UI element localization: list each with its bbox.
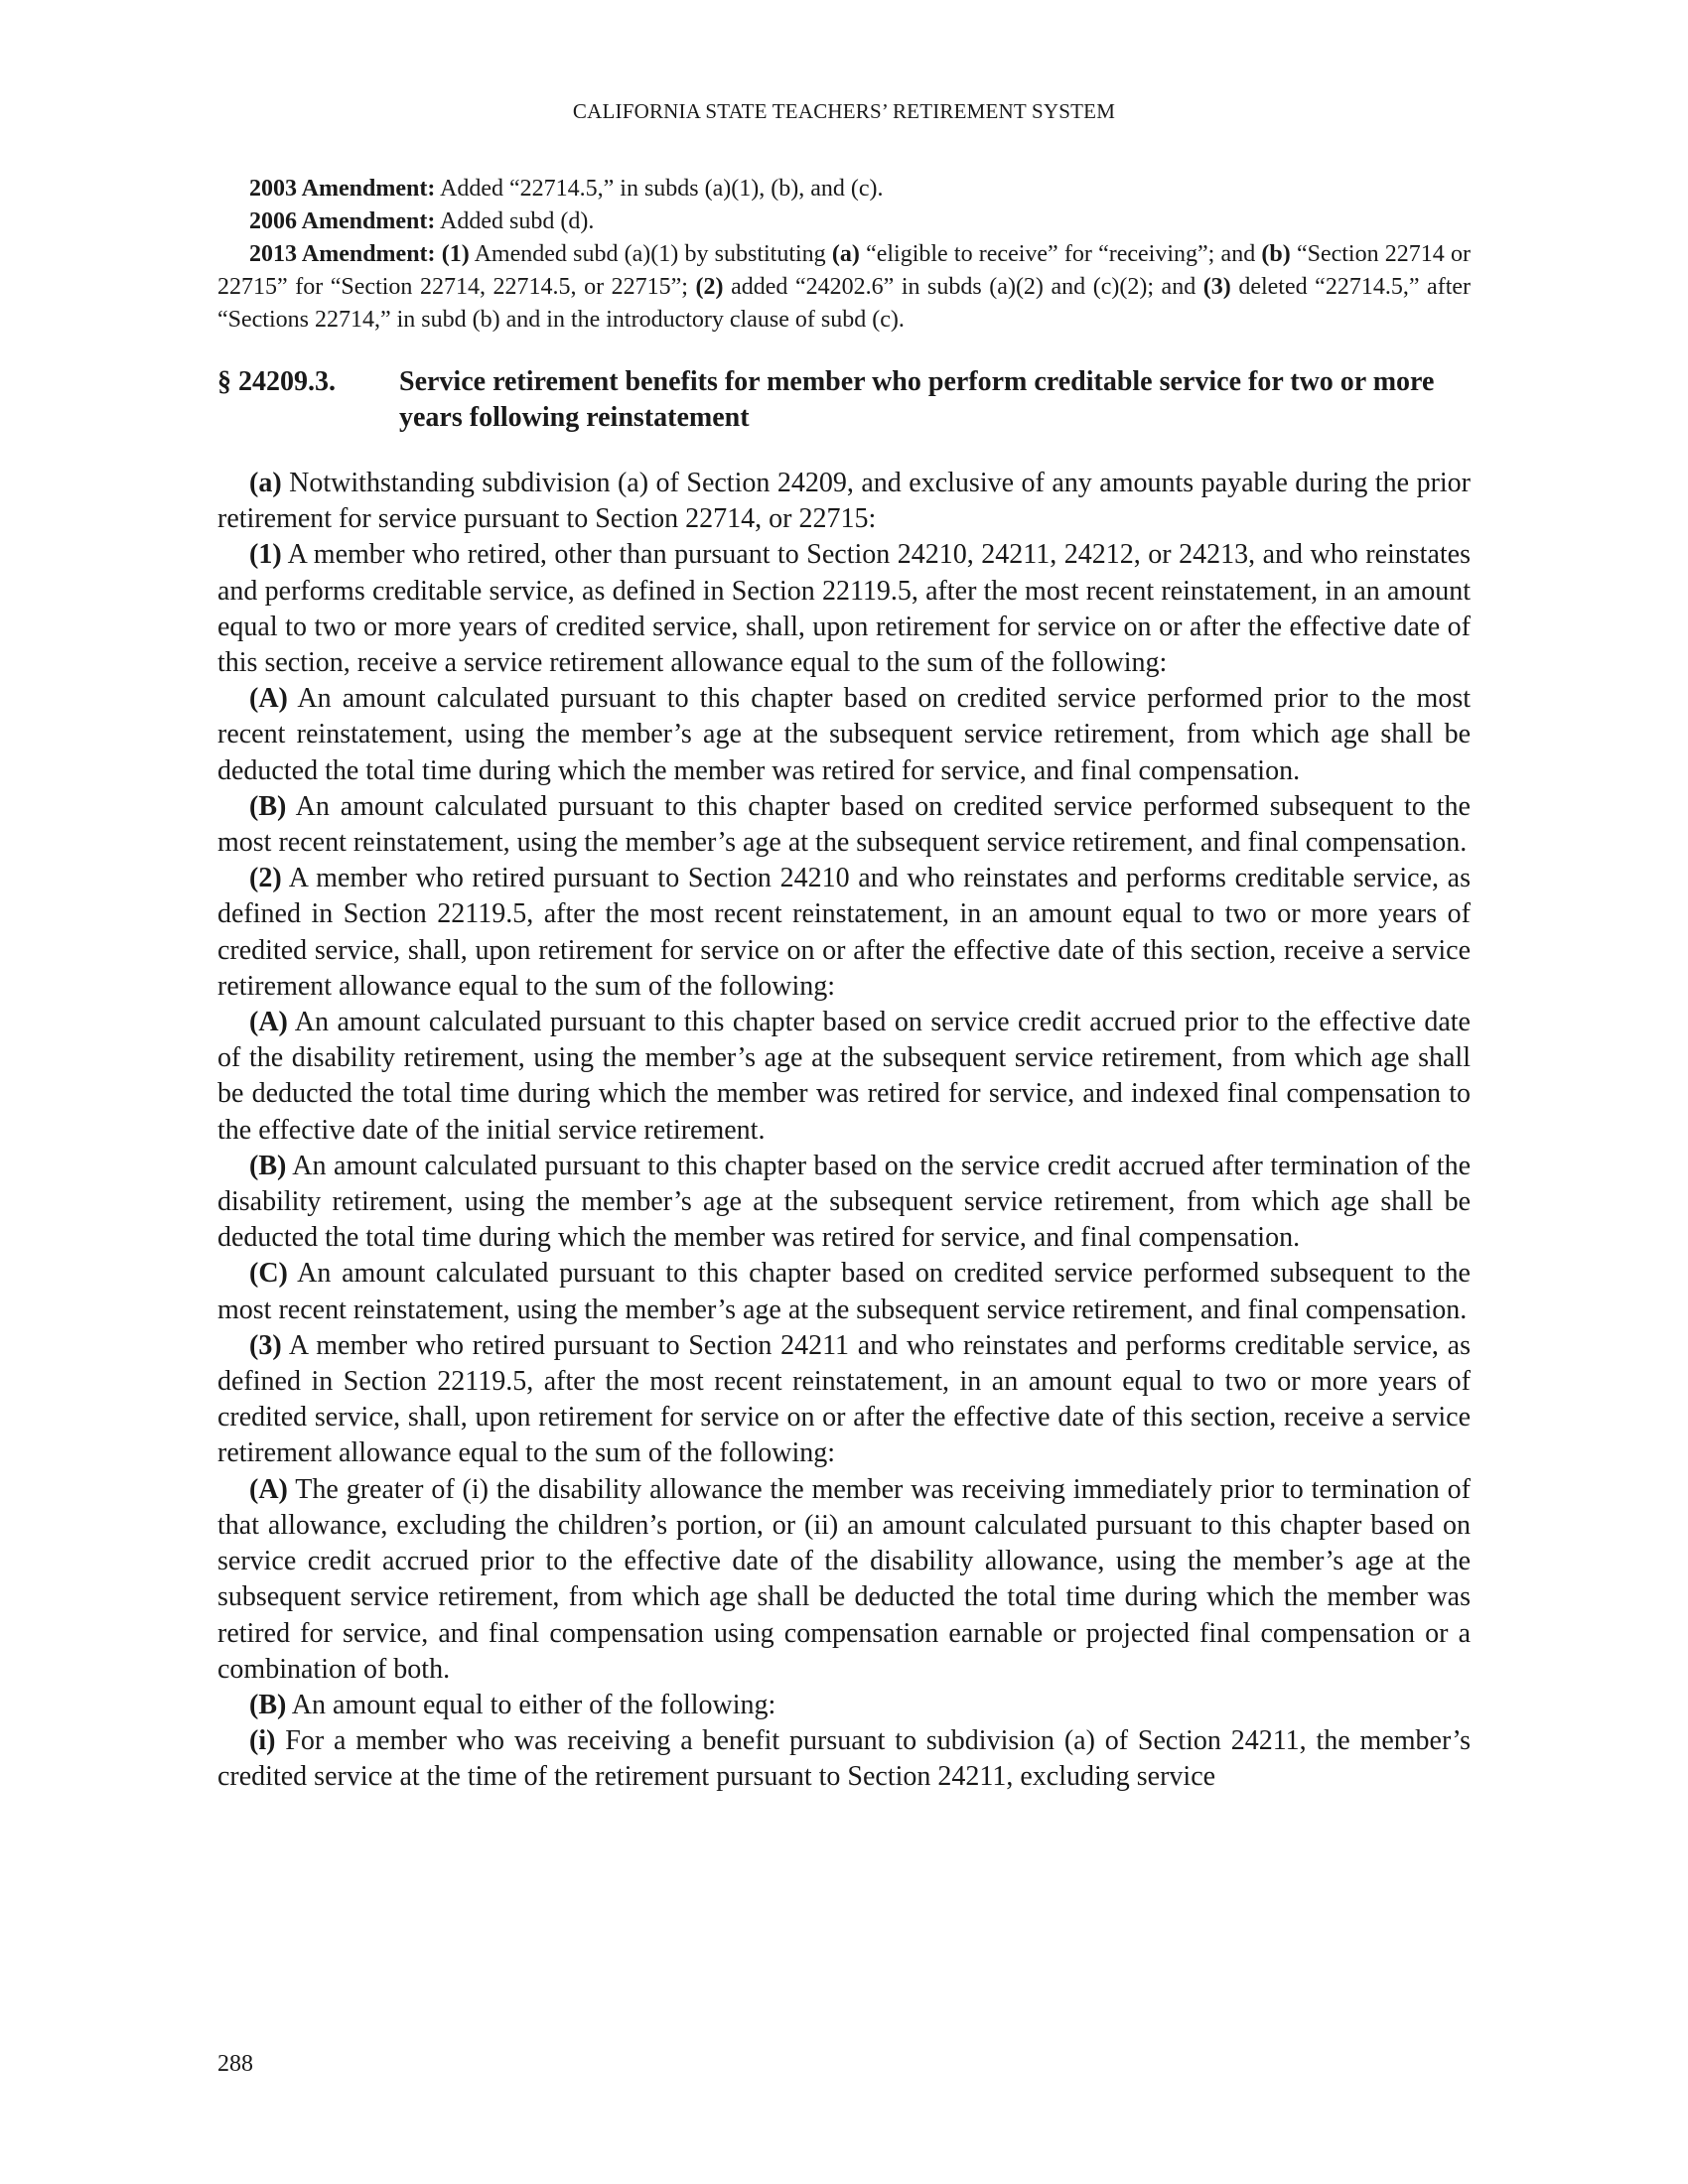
amendment-text: Added “22714.5,” in subds (a)(1), (b), and (c). <box>435 176 884 202</box>
paragraph <box>217 537 1471 681</box>
amendment-note <box>217 205 1471 238</box>
paragraph-label: (i) <box>249 1725 276 1757</box>
paragraph-text: An amount equal to either of the following: <box>286 1689 776 1720</box>
amendment-item-label: (a) <box>831 241 860 267</box>
paragraph <box>217 861 1471 1005</box>
amendment-text: “Section 22714 or 22715” for “Section 22714, 22714.5, or 22715”; <box>217 241 1471 300</box>
amendment-text: deleted “22714.5,” after “Sections 22714,” in subd (b) and in the introductory clause of subd (c). <box>217 274 1472 333</box>
paragraph-label: (B) <box>249 790 287 822</box>
paragraph <box>217 466 1471 537</box>
amendment-note <box>217 238 1471 337</box>
paragraph <box>217 1005 1471 1149</box>
paragraph <box>217 1472 1471 1688</box>
amendment-label: 2006 Amendment: <box>249 208 436 234</box>
amendment-label: 2003 Amendment: <box>249 176 436 202</box>
paragraph-label: (B) <box>249 1150 287 1181</box>
section-heading <box>217 364 1471 436</box>
paragraph <box>217 1256 1471 1327</box>
paragraph <box>217 1149 1471 1257</box>
document-body <box>217 173 1471 1796</box>
amendment-notes <box>217 173 1471 337</box>
paragraph-label: (A) <box>249 1007 288 1038</box>
paragraph-text: An amount calculated pursuant to this chapter based on service credit accrued prior to the effective date of the disability retirement, using the member’s age at the subsequent service retirement, from which age shall be deducted the total time during which the member was retired for service, and indexed final compensation to the effective date of the initial service retirement. <box>217 1007 1471 1146</box>
paragraph <box>217 789 1471 861</box>
running-header: CALIFORNIA STATE TEACHERS’ RETIREMENT SYSTEM <box>572 99 1116 123</box>
paragraph <box>217 681 1471 789</box>
section-number: § 24209.3. <box>217 366 336 397</box>
section-title: Service retirement benefits for member who perform creditable service for two or more years following reinstatement <box>399 366 1435 433</box>
paragraph-text: An amount calculated pursuant to this chapter based on credited service performed subsequent to the most recent reinstatement, using the member’s age at the subsequent service retirement, and final compensation. <box>217 790 1471 859</box>
paragraph-label: (A) <box>249 683 288 715</box>
amendment-text: “eligible to receive” for “receiving”; and <box>859 241 1262 267</box>
paragraph-text: The greater of (i) the disability allowance the member was receiving immediately prior to termination of that allowance, excluding the children’s portion, or (ii) an amount calculated pursuant to this chapter based on service credit accrued prior to the effective date of the disability allowance, using the member’s age at the subsequent service retirement, from which age shall be deducted the total time during which the member was retired for service, and final compensation using compensation earnable or projected final compensation or a combination of both. <box>217 1473 1471 1685</box>
amendment-item-label: (2) <box>695 274 724 300</box>
amendment-text: Added subd (d). <box>435 208 595 234</box>
paragraph <box>217 1723 1471 1795</box>
paragraph-label: (C) <box>249 1258 288 1290</box>
paragraph-text: A member who retired pursuant to Section 24210 and who reinstates and performs creditable service, as defined in Section 22119.5, after the most recent reinstatement, in an amount equal to two or more years of credited service, shall, upon retirement for service on or after the effective date of this section, receive a service retirement allowance equal to the sum of the following: <box>217 863 1471 1002</box>
paragraph <box>217 1328 1471 1472</box>
paragraph-text: Notwithstanding subdivision (a) of Section 24209, and exclusive of any amounts payable during the prior retirement for service pursuant to Section 22714, or 22715: <box>217 468 1471 535</box>
page-number: 288 <box>217 2051 253 2077</box>
amendment-item-label: (1) <box>441 241 470 267</box>
paragraph-text: An amount calculated pursuant to this chapter based on credited service performed subsequent to the most recent reinstatement, using the member’s age at the subsequent service retirement, and final compensation. <box>217 1258 1471 1325</box>
section-body <box>217 466 1471 1796</box>
paragraph-label: (3) <box>249 1329 282 1361</box>
paragraph-text: An amount calculated pursuant to this chapter based on credited service performed prior to the most recent reinstatement, using the member’s age at the subsequent service retirement, from which age shall be deducted the total time during which the member was retired for service, and final compensation. <box>217 683 1471 786</box>
paragraph-text: A member who retired pursuant to Section 24211 and who reinstates and performs creditable service, as defined in Section 22119.5, after the most recent reinstatement, in an amount equal to two or more years of credited service, shall, upon retirement for service on or after the effective date of this section, receive a service retirement allowance equal to the sum of the following: <box>217 1329 1471 1469</box>
paragraph-text: An amount calculated pursuant to this chapter based on the service credit accrued after termination of the disability retirement, using the member’s age at the subsequent service retirement, from which age shall be deducted the total time during which the member was retired for service, and final compensation. <box>217 1150 1471 1254</box>
paragraph-label: (a) <box>249 468 282 498</box>
amendment-note <box>217 173 1471 205</box>
paragraph-text: A member who retired, other than pursuant to Section 24210, 24211, 24212, or 24213, and who reinstates and performs creditable service, as defined in Section 22119.5, after the most recent reinstatement, in an amount equal to two or more years of credited service, shall, upon retirement for service on or after the effective date of this section, receive a service retirement allowance equal to the sum of the following: <box>217 539 1471 679</box>
amendment-text: Amended subd (a)(1) by substituting <box>469 241 832 267</box>
amendment-label: 2013 Amendment: <box>249 241 436 267</box>
amendment-item-label: (3) <box>1202 274 1231 300</box>
paragraph-text: For a member who was receiving a benefit pursuant to subdivision (a) of Section 24211, the member’s credited service at the time of the retirement pursuant to Section 24211, excluding service <box>217 1725 1471 1793</box>
amendment-item-label: (b) <box>1261 241 1291 267</box>
paragraph-label: (A) <box>249 1473 288 1505</box>
amendment-text: added “24202.6” in subds (a)(2) and (c)(2); and <box>723 274 1203 300</box>
paragraph-label: (2) <box>249 863 282 894</box>
paragraph-label: (1) <box>249 539 282 571</box>
paragraph <box>217 1688 1471 1723</box>
paragraph-label: (B) <box>249 1689 287 1720</box>
